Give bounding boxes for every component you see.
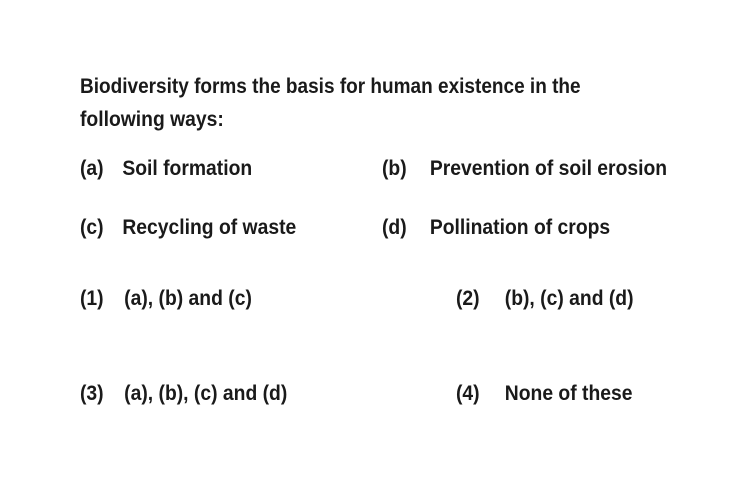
statement-d [382, 217, 610, 238]
option-label: (2) [456, 287, 480, 310]
option-text: None of these [504, 382, 633, 405]
option-label: (1) [80, 287, 104, 310]
option-text: (a), (b), (c) and (d) [124, 382, 288, 405]
option-2[interactable] [456, 288, 634, 309]
option-4[interactable] [456, 383, 633, 404]
question-text-line-2: following ways: [80, 108, 224, 131]
option-label: (4) [456, 382, 480, 405]
statement-text: Prevention of soil erosion [429, 157, 668, 180]
statement-c [80, 217, 296, 238]
option-label: (3) [80, 382, 104, 405]
statement-label: (b) [382, 157, 407, 180]
statement-a [80, 158, 252, 179]
statement-label: (a) [80, 157, 104, 180]
statement-b [382, 158, 667, 179]
option-text: (a), (b) and (c) [124, 287, 252, 310]
statement-label: (c) [80, 216, 104, 239]
option-1[interactable] [80, 288, 252, 309]
option-text: (b), (c) and (d) [504, 287, 634, 310]
statement-text: Soil formation [122, 157, 253, 180]
statement-label: (d) [382, 216, 407, 239]
statement-text: Recycling of waste [122, 216, 297, 239]
statement-text: Pollination of crops [429, 216, 611, 239]
question-text-line-1: Biodiversity forms the basis for human existence in the [80, 75, 581, 98]
option-3[interactable] [80, 383, 287, 404]
